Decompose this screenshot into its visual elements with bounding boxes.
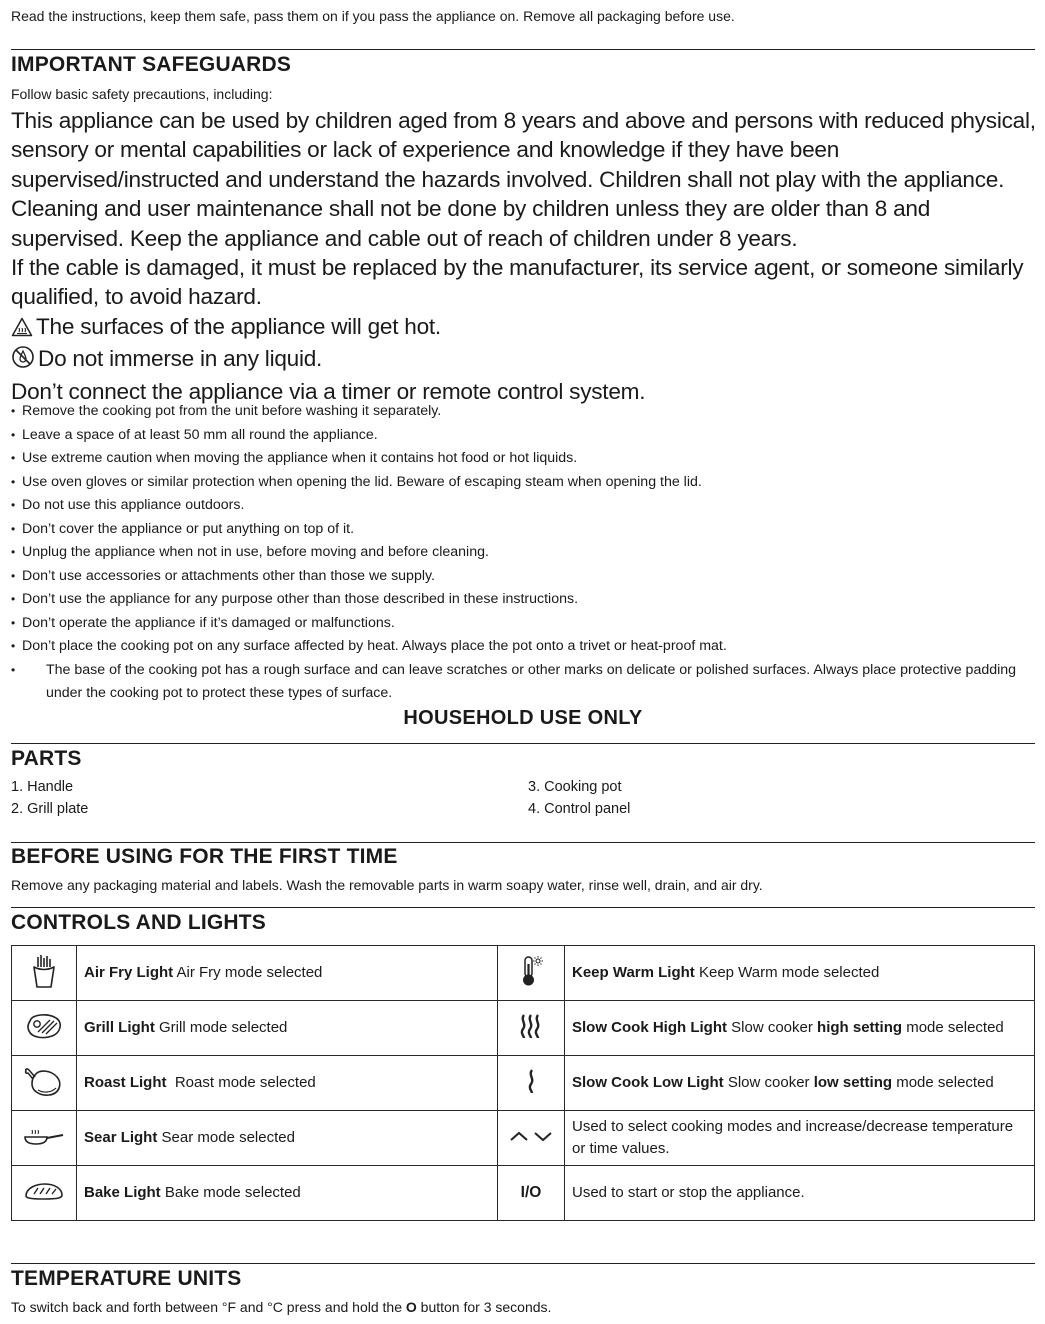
steam-low-icon [524,1066,538,1096]
temperature-text: To switch back and forth between °F and °C press and hold the O button for 3 seconds. [11,1299,552,1315]
table-row [12,1166,1035,1221]
cable-paragraph: If the cable is damaged, it must be replaced by the manufacturer, its service agent, or someone similarly qualified, to avoid hazard. [11,255,1024,310]
roast-light-desc: Roast mode selected [174,1074,316,1091]
fries-icon [29,953,59,989]
slow-cook-high-label: Slow Cook High Light [572,1019,727,1036]
arrows-desc: Used to select cooking modes and increase/decrease temperature or time values. [565,1111,1035,1166]
hot-surface-text: The surfaces of the appliance will get hot. [36,313,441,339]
safeguards-heading: IMPORTANT SAFEGUARDS [11,53,292,76]
slow-cook-low-label: Slow Cook Low Light [572,1074,724,1091]
high-setting-emphasis: high setting [817,1019,903,1036]
thermometer-icon [517,954,545,988]
part-item: 3. Cooking pot [528,779,622,795]
list-item: • Use oven gloves or similar protection when opening the lid. Beware of escaping steam when opening the lid. [11,471,1035,495]
sear-light-desc: Sear mode selected [161,1129,295,1146]
do-not-immerse-icon [11,345,35,376]
list-item: • Don’t use the appliance for any purpose other than those described in these instructions. [11,588,1035,612]
section-divider [11,1263,1035,1264]
list-item: • Unplug the appliance when not in use, before moving and before cleaning. [11,541,1035,565]
immerse-text: Do not immerse in any liquid. [38,346,323,372]
list-item: • Don’t place the cooking pot on any surface affected by heat. Always place the pot onto a trivet or heat-proof mat. [11,635,1035,659]
intro-text: Read the instructions, keep them safe, pass them on if you pass the appliance on. Remove all packaging before use. [11,8,735,24]
immerse-line [11,344,1041,376]
keep-warm-light-label: Keep Warm Light [572,964,695,981]
children-paragraph: This appliance can be used by children aged from 8 years and above and persons with reduced physical, sensory or mental capabilities or lack of experience and knowledge if they have been supervised/instructed and understand the hazards involved. Children shall not play with the appliance. Cleaning and user maintenance shall not be done by children unless they are older than 8 and supervised. Keep the appliance and cable out of reach of children under 8 years. [11,108,1036,251]
air-fry-light-label: Air Fry Light [84,964,174,981]
first-time-text: Remove any packaging material and labels. Wash the removable parts in warm soapy water, rinse well, drain, and air dry. [11,877,763,893]
bake-light-desc: Bake mode selected [164,1184,301,1201]
list-item: • Don’t use accessories or attachments other than those we supply. [11,565,1035,589]
steak-icon [24,1011,64,1041]
first-time-heading: BEFORE USING FOR THE FIRST TIME [11,845,398,868]
part-item: 2. Grill plate [11,800,89,817]
sear-light-label: Sear Light [84,1129,158,1146]
chicken-icon [23,1063,65,1099]
safety-bullet-list [11,400,1035,706]
o-button-label: O [405,1299,417,1315]
bread-icon [23,1180,65,1202]
list-item: • Leave a space of at least 50 mm all round the appliance. [11,424,1035,448]
controls-table [11,945,1035,1221]
hot-surface-line [11,312,1041,344]
table-row: Roast Light Roast mode selected Slow Cook Low Light Slow cooker low setting mode selected [12,1056,1035,1111]
section-divider [11,743,1035,744]
grill-light-label: Grill Light [84,1019,155,1036]
power-desc: Used to start or stop the appliance. [565,1166,1035,1221]
table-row [12,946,1035,1001]
list-item: • The base of the cooking pot has a rough surface and can leave scratches or other marks on delicate or polished surfaces. Always place protective padding under the cooking pot to protect these types of surface. [11,659,1026,706]
roast-light-label: Roast Light [84,1074,167,1091]
list-item: • Use extreme caution when moving the appliance when it contains hot food or hot liquids. [11,447,1035,471]
part-item: 1. Handle [11,779,74,795]
keep-warm-light-desc: Keep Warm mode selected [698,964,880,981]
section-divider [11,842,1035,843]
part-item: 4. Control panel [528,800,631,817]
table-row: Grill Light Grill mode selected Slow Cook High Light Slow cooker high setting mode selected [12,1001,1035,1056]
parts-heading: PARTS [11,747,82,770]
list-item: • Do not use this appliance outdoors. [11,494,1035,518]
section-divider [11,49,1035,50]
arrows-icon [508,1128,554,1144]
controls-heading: CONTROLS AND LIGHTS [11,911,267,934]
safeguards-subtitle: Follow basic safety precautions, including: [11,86,273,102]
list-item: • Don’t cover the appliance or put anything on top of it. [11,518,1035,542]
steam-high-icon [518,1011,544,1041]
household-use-notice: HOUSEHOLD USE ONLY [403,707,643,729]
grill-light-desc: Grill mode selected [159,1019,288,1036]
air-fry-light-desc: Air Fry mode selected [176,964,323,981]
timer-paragraph: Don’t connect the appliance via a timer or remote control system. [11,378,646,404]
bake-light-label: Bake Light [84,1184,161,1201]
hot-surface-warning-icon [11,315,33,344]
pan-icon [22,1124,66,1148]
low-setting-emphasis: low setting [813,1074,893,1091]
list-item: • Remove the cooking pot from the unit before washing it separately. [11,400,1035,424]
temperature-heading: TEMPERATURE UNITS [11,1267,242,1290]
safeguards-main-text [11,106,1041,406]
power-symbol: I/O [520,1184,542,1201]
list-item: • Don’t operate the appliance if it’s damaged or malfunctions. [11,612,1035,636]
table-row [12,1111,1035,1166]
section-divider [11,907,1035,908]
